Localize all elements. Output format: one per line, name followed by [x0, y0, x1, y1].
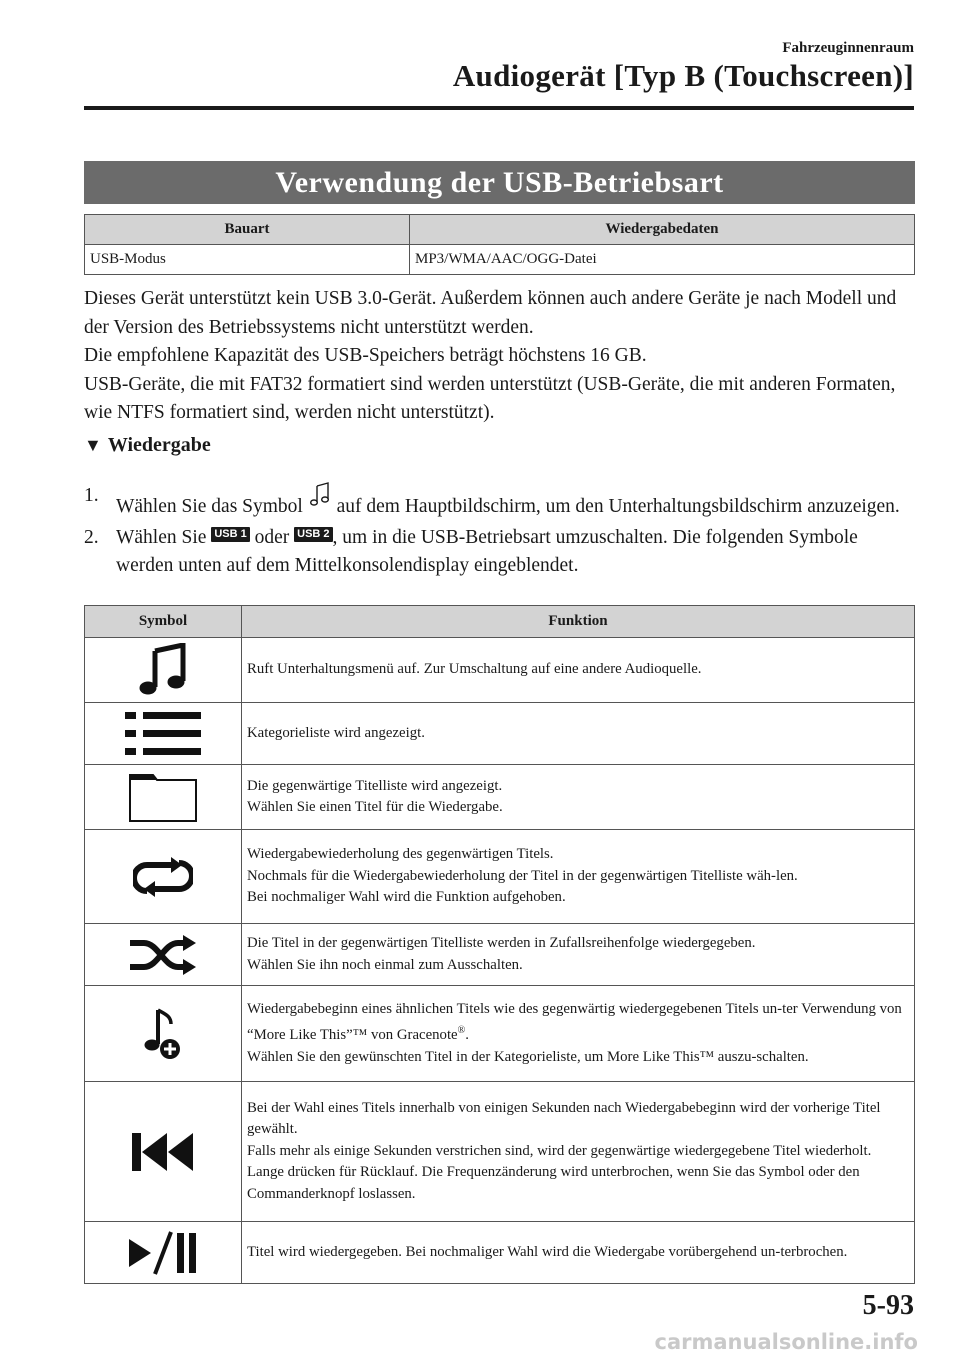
repeat-icon — [133, 855, 193, 899]
table-row — [85, 1222, 915, 1284]
function-cell — [242, 638, 915, 703]
step-text-part: Wählen Sie — [116, 526, 207, 548]
type-table-header — [85, 215, 915, 245]
symbol-table-header-cell: Symbol — [85, 606, 242, 638]
previous-track-icon — [130, 1131, 196, 1173]
symbol-cell — [85, 924, 242, 986]
play-pause-icon — [127, 1230, 199, 1276]
step-text — [116, 524, 920, 581]
symbol-cell — [85, 1222, 242, 1284]
table-row — [85, 765, 915, 830]
type-table-header-cell: Bauart — [85, 215, 410, 245]
function-cell — [242, 1082, 915, 1222]
symbol-table-header-cell: Funktion — [242, 606, 915, 638]
music-note-icon — [133, 643, 193, 697]
symbol-table-header — [85, 606, 915, 638]
table-row — [85, 1082, 915, 1222]
step-text-part: oder — [254, 526, 290, 548]
header-section-label: Fahrzeuginnenraum — [782, 40, 914, 56]
header-rule — [84, 106, 914, 110]
function-line: Falls mehr als einige Sekunden verstrichen sind, wird der gegenwärtige wiedergegebene Titel wiederholt. — [247, 1142, 872, 1159]
header-title: Audiogerät [Typ B (Touchscreen)] — [452, 58, 914, 93]
category-list-icon — [123, 709, 203, 759]
function-line: Die Titel in der gegenwärtigen Titelliste werden in Zufallsreihenfolge wiedergegeben. — [247, 935, 756, 951]
function-cell — [242, 765, 915, 830]
steps-list — [84, 482, 920, 583]
watermark: carmanualsonline.info — [654, 1330, 918, 1354]
function-cell — [242, 830, 915, 924]
function-cell — [242, 1222, 915, 1284]
shuffle-icon — [128, 934, 198, 976]
table-row — [85, 924, 915, 986]
type-table-header-cell: Wiedergabedaten — [410, 215, 915, 245]
step-item — [84, 482, 920, 522]
usb1-badge: USB 1 — [211, 527, 249, 542]
symbol-cell — [85, 1082, 242, 1222]
table-row — [85, 638, 915, 703]
symbol-table — [84, 605, 915, 1284]
symbol-cell — [85, 830, 242, 924]
function-cell — [242, 924, 915, 986]
table-row — [85, 245, 915, 275]
function-line: Bei nochmaliger Wahl wird die Funktion aufgehoben. — [247, 889, 566, 906]
function-line: Nochmals für die Wiedergabewiederholung der Titel in der gegenwärtigen Titelliste wäh-len. — [247, 867, 798, 884]
symbol-cell — [85, 986, 242, 1082]
table-cell: MP3/WMA/AAC/OGG-Datei — [410, 245, 915, 275]
function-line: Wählen Sie einen Titel für die Wiedergabe. — [247, 799, 503, 815]
step-item — [84, 524, 920, 581]
function-line: Kategorieliste wird angezeigt. — [247, 724, 425, 741]
step-number: 2. — [84, 526, 99, 548]
type-table — [84, 214, 915, 275]
step-text — [116, 482, 920, 522]
subheading — [84, 434, 211, 457]
paragraph: Die empfohlene Kapazität des USB-Speichers beträgt höchstens 16 GB. — [84, 345, 647, 366]
function-line: Lange drücken für Rücklauf. Die Frequenzänderung wird unterbrochen, wenn Sie das Symbol oder den Commanderknopf loslassen. — [247, 1164, 860, 1202]
paragraph: Dieses Gerät unterstützt kein USB 3.0-Gerät. Außerdem können auch andere Geräte je nach Modell und der Version des Betriebssystems nicht unterstützt werden. — [84, 288, 897, 338]
section-banner: Verwendung der USB-Betriebsart — [84, 161, 915, 204]
table-row — [85, 830, 915, 924]
step-text-part: Wählen Sie das Symbol — [116, 496, 303, 517]
table-cell: USB-Modus — [85, 245, 410, 275]
function-line: Titel wird wiedergegeben. Bei nochmaliger Wahl wird die Wiedergabe vorübergehend un-terbrochen. — [247, 1243, 848, 1260]
paragraph: USB-Geräte, die mit FAT32 formatiert sind werden unterstützt (USB-Geräte, die mit anderen Formaten, wie NTFS formatiert sind, werden nicht unterstützt). — [84, 373, 896, 423]
symbol-cell — [85, 638, 242, 703]
function-line: Wählen Sie ihn noch einmal zum Ausschalten. — [247, 956, 523, 973]
function-line: Bei der Wahl eines Titels innerhalb von einigen Sekunden nach Wiedergabebeginn wird der vorherige Titel gewählt. — [247, 1099, 881, 1138]
step-text-part: auf dem Hauptbildschirm, um den Unterhaltungsbildschirm anzuzeigen. — [336, 496, 900, 517]
subheading-text: Wiedergabe — [107, 434, 211, 456]
registered-mark: ® — [457, 1025, 466, 1037]
function-cell — [242, 986, 915, 1082]
function-line: Wählen Sie den gewünschten Titel in der Kategorieliste, um More Like This™ auszu-schalten. — [247, 1048, 809, 1065]
function-cell — [242, 703, 915, 765]
music-note-plus-icon — [143, 1006, 183, 1062]
table-row — [85, 703, 915, 765]
intro-paragraphs — [84, 285, 920, 428]
symbol-cell — [85, 703, 242, 765]
table-row — [85, 986, 915, 1082]
function-text: Wiedergabebeginn eines ähnlichen Titels wie des gegenwärtig wiedergegebenen Titels un-ter Verwendung von “More Like This”™ von Gracenote — [247, 1000, 902, 1044]
function-line: Wiedergabewiederholung des gegenwärtigen Titels. — [247, 846, 554, 863]
music-note-icon — [308, 482, 332, 508]
function-line — [247, 999, 909, 1047]
page-number: 5-93 — [862, 1290, 914, 1321]
usb2-badge: USB 2 — [294, 527, 332, 542]
triangle-down-icon: ▼ — [84, 435, 102, 455]
folder-icon — [127, 770, 199, 824]
function-text: . — [465, 1027, 469, 1044]
function-line: Ruft Unterhaltungsmenü auf. Zur Umschaltung auf eine andere Audioquelle. — [247, 661, 702, 678]
step-text-part: , um in die USB-Betriebsart umzuschalten. Die folgenden Symbole werden unten auf dem Mittelkonsolendisplay eingeblendet. — [116, 526, 858, 576]
function-line: Die gegenwärtige Titelliste wird angezeigt. — [247, 777, 503, 794]
step-number: 1. — [84, 485, 99, 506]
symbol-cell — [85, 765, 242, 830]
